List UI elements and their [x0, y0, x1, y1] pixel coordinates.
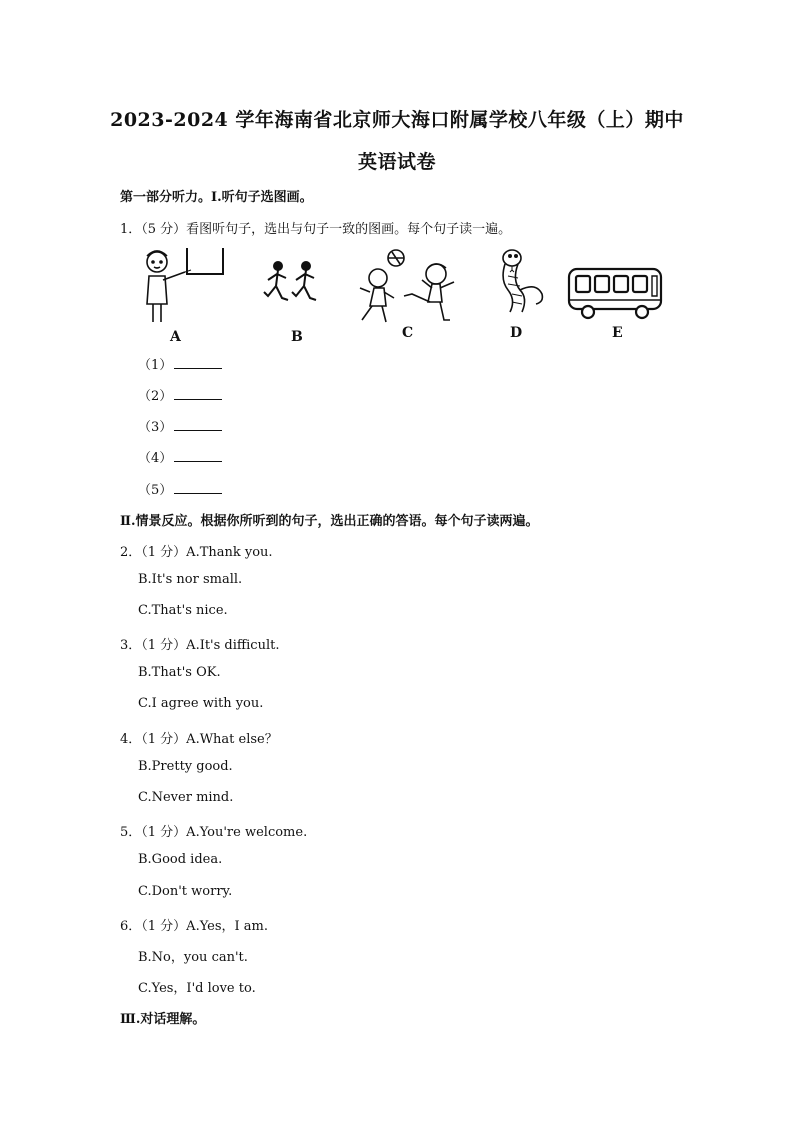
- part3-heading: Ⅲ.对话理解。: [120, 1012, 206, 1027]
- q6-option-c: C.Yes，I'd love to.: [138, 981, 256, 996]
- q1-blank-5[interactable]: （5）: [138, 479, 222, 498]
- part1-heading: 第一部分听力。Ⅰ.听句子选图画。: [120, 190, 313, 205]
- q4-option-b: B.Pretty good.: [138, 759, 233, 774]
- q6-stem: 6．（1 分）A.Yes，I am.: [120, 919, 268, 934]
- q4-stem: 4．（1 分）A.What else？: [120, 732, 278, 747]
- q1-blank-3[interactable]: （3）: [138, 416, 222, 435]
- q5-option-b: B.Good idea.: [138, 852, 223, 867]
- runners-icon: [262, 260, 324, 310]
- q1-blank-2[interactable]: （2）: [138, 385, 222, 404]
- q1-blank-1[interactable]: （1）: [138, 354, 222, 373]
- bus-icon: [566, 266, 664, 322]
- picture-label-c: C: [402, 325, 414, 341]
- picture-label-e: E: [612, 325, 623, 341]
- teacher-pointing-board-icon: [133, 244, 225, 328]
- q6-option-b: B.No，you can't.: [138, 950, 248, 965]
- picture-label-d: D: [510, 325, 523, 341]
- picture-label-b: B: [291, 329, 303, 345]
- q3-option-c: C.I agree with you.: [138, 696, 264, 711]
- q1-blank-4[interactable]: （4）: [138, 447, 222, 466]
- part2-heading: Ⅱ.情景反应。根据你所听到的句子，选出正确的答语。每个句子读两遍。: [120, 514, 539, 529]
- q2-option-b: B.It's nor small.: [138, 572, 243, 587]
- q2-stem: 2．（1 分）A.Thank you.: [120, 545, 273, 560]
- q4-option-c: C.Never mind.: [138, 790, 234, 805]
- q5-stem: 5．（1 分）A.You're welcome.: [120, 825, 308, 840]
- q2-option-c: C.That's nice.: [138, 603, 228, 618]
- paper-title-line2: 英语试卷: [357, 151, 436, 173]
- picture-label-a: A: [170, 329, 181, 345]
- paper-title-line1: 2023-2024 学年海南省北京师大海口附属学校八年级（上）期中: [110, 109, 684, 131]
- q3-stem: 3．（1 分）A.It's difficult.: [120, 638, 280, 653]
- q5-option-c: C.Don't worry.: [138, 884, 233, 899]
- snake-icon: [490, 246, 550, 316]
- q3-option-b: B.That's OK.: [138, 665, 221, 680]
- q1-stem: 1．（5 分）看图听句子，选出与句子一致的图画。每个句子读一遍。: [120, 222, 512, 237]
- children-playing-soccer-icon: [356, 248, 460, 326]
